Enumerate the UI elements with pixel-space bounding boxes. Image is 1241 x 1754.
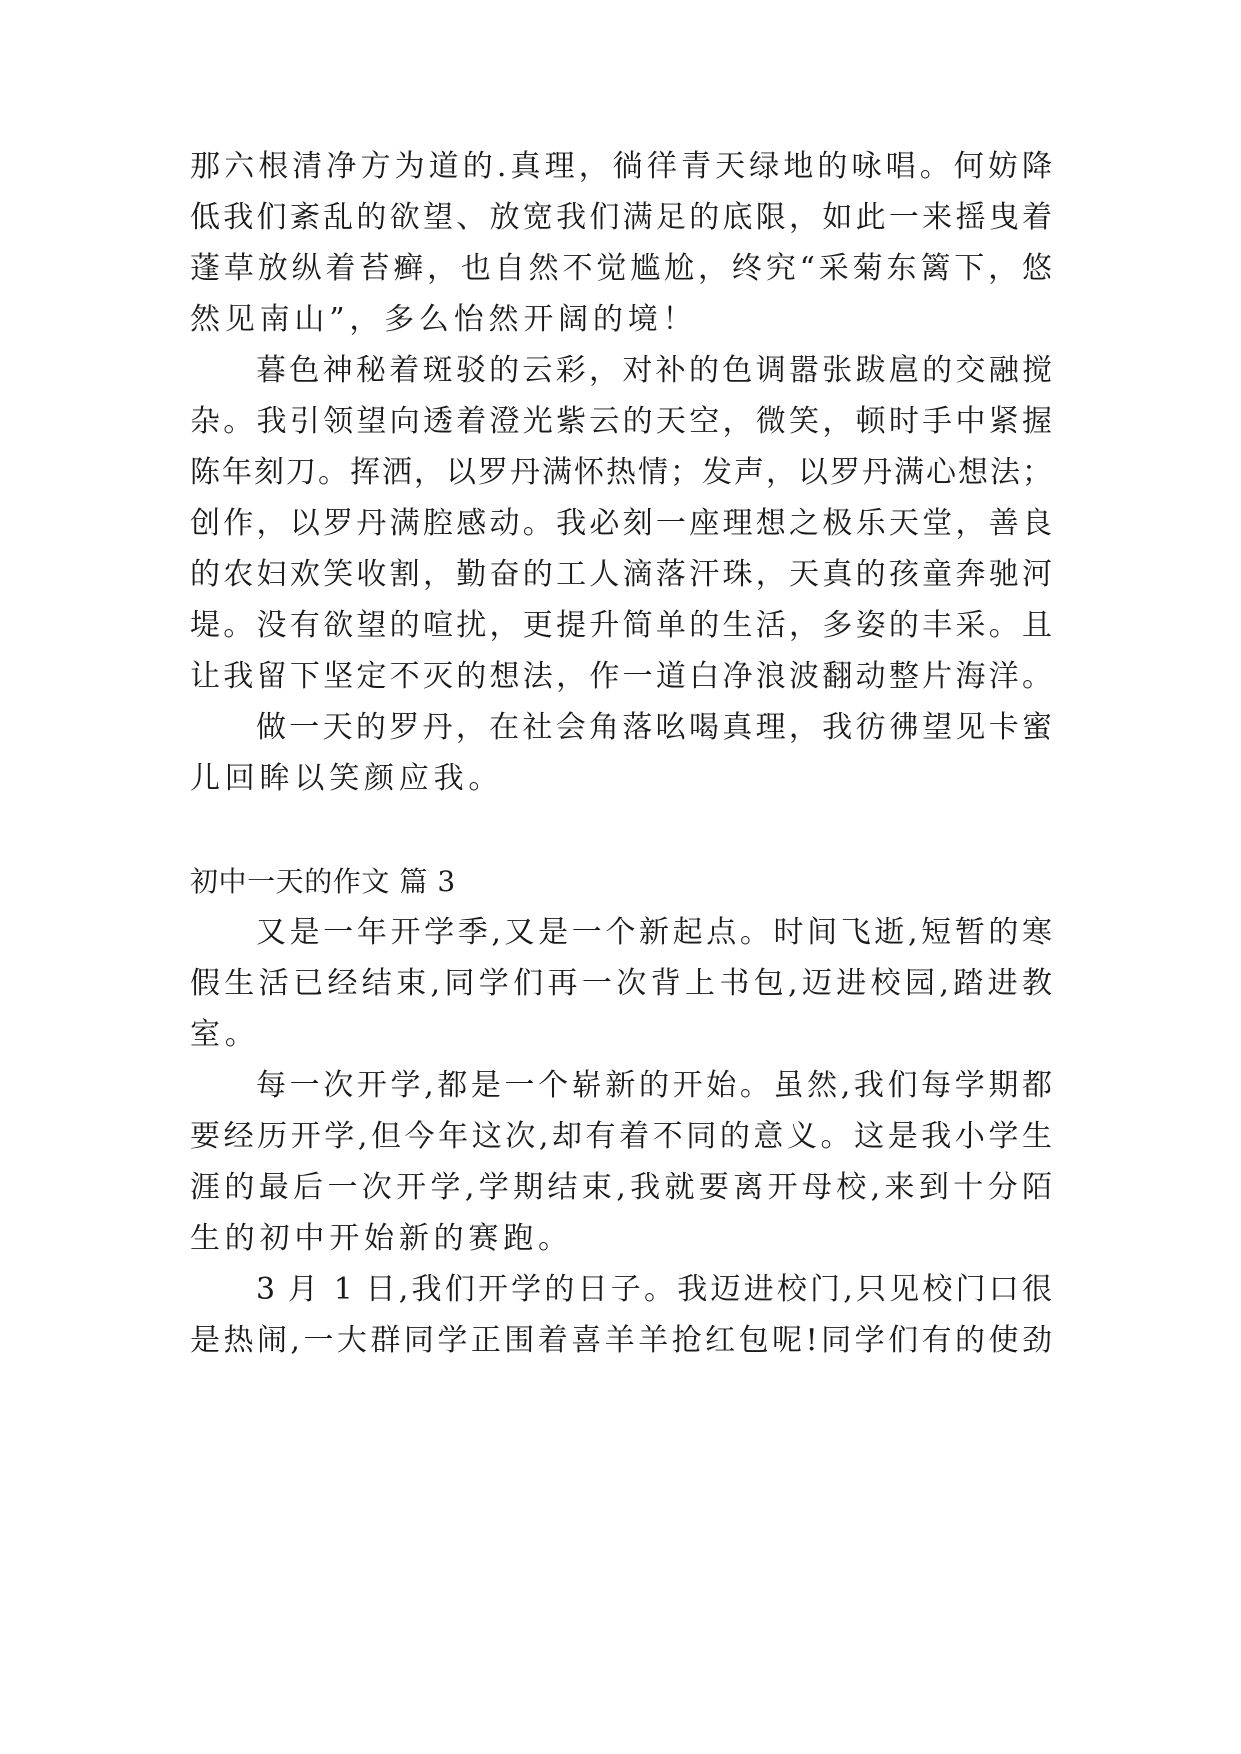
- text-line: 低我们紊乱的欲望、放宽我们满足的底限，如此一来摇曳着: [190, 200, 1052, 235]
- text-line: 然见南山”，多么怡然开阔的境！: [190, 302, 698, 337]
- text-line: 生的初中开始新的赛跑。: [190, 1221, 573, 1256]
- text-line: 蓬草放纵着苔癣，也自然不觉尴尬，终究“采菊东篱下，悠: [190, 251, 1052, 286]
- text-line: 杂。我引领望向透着澄光紫云的天空，微笑，顿时手中紧握: [190, 404, 1052, 439]
- text-line: 陈年刻刀。挥洒，以罗丹满怀热情；发声，以罗丹满心想法；: [190, 455, 1052, 490]
- text-line: 又是一年开学季,又是一个新起点。时间飞逝,短暂的寒: [256, 915, 1052, 950]
- text-line: 堤。没有欲望的喧扰，更提升简单的生活，多姿的丰采。且: [190, 608, 1052, 643]
- text-line: 的农妇欢笑收割，勤奋的工人滴落汗珠，天真的孩童奔驰河: [190, 557, 1052, 592]
- section-title: 初中一天的作文 篇 3: [190, 865, 456, 898]
- text-line: 要经历开学,但今年这次,却有着不同的意义。这是我小学生: [190, 1119, 1052, 1154]
- text-line: 3 月 1 日,我们开学的日子。我迈进校门,只见校门口很: [256, 1272, 1052, 1307]
- text-line: 那六根清净方为道的.真理，徜徉青天绿地的咏唱。何妨降: [190, 149, 1052, 184]
- text-line: 室。: [190, 1017, 260, 1052]
- text-line: 暮色神秘着斑驳的云彩，对补的色调嚣张跋扈的交融搅: [256, 353, 1052, 388]
- text-line: 假生活已经结束,同学们再一次背上书包,迈进校园,踏进教: [190, 966, 1052, 1001]
- text-line: 涯的最后一次开学,学期结束,我就要离开母校,来到十分陌: [190, 1170, 1052, 1205]
- text-line: 是热闹,一大群同学正围着喜羊羊抢红包呢!同学们有的使劲: [190, 1323, 1052, 1358]
- text-line: 儿回眸以笑颜应我。: [190, 761, 504, 796]
- text-line: 创作，以罗丹满腔感动。我必刻一座理想之极乐天堂，善良: [190, 506, 1052, 541]
- text-line: 让我留下坚定不灭的想法，作一道白净浪波翻动整片海洋。: [190, 659, 1052, 694]
- text-line: 做一天的罗丹，在社会角落吆喝真理，我彷彿望见卡蜜: [256, 710, 1052, 745]
- text-line: 每一次开学,都是一个崭新的开始。虽然,我们每学期都: [256, 1068, 1052, 1103]
